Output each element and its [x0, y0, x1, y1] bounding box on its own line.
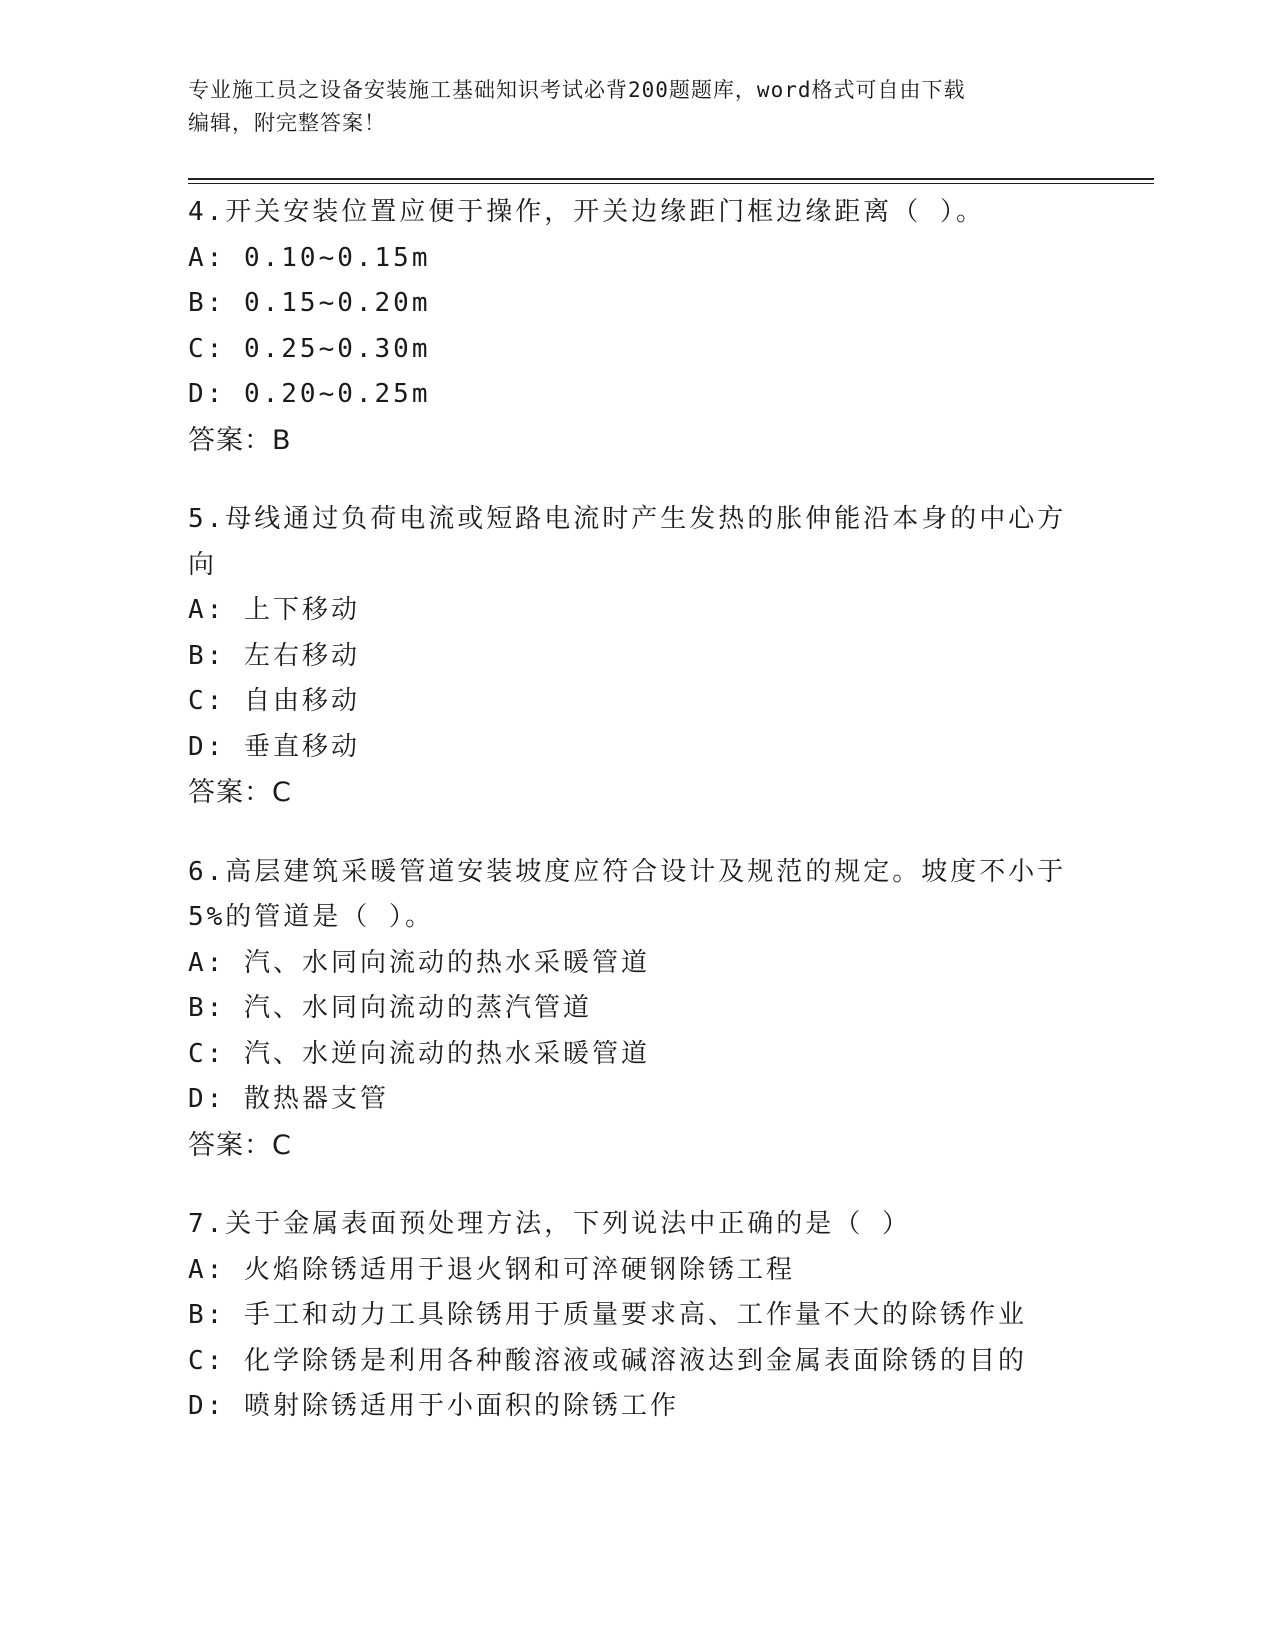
option-d: D: 喷射除锈适用于小面积的除锈工作 — [188, 1391, 679, 1421]
header-divider-thin — [188, 183, 1154, 184]
answer-line: 答案：C — [188, 777, 292, 808]
answer-line: 答案：C — [188, 1129, 292, 1161]
option-c: C: 汽、水逆向流动的热水采暖管道 — [188, 1038, 650, 1069]
answer-line: 答案：B — [188, 424, 292, 456]
option-d: D: 散热器支管 — [188, 1084, 389, 1114]
question-text: 6.高层建筑采暖管道安装坡度应符合设计及规范的规定。坡度不小于 — [188, 856, 1067, 887]
option-b: B: 0.15~0.20m — [188, 288, 431, 318]
header-divider-thick — [188, 178, 1154, 180]
question-text: 4.开关安装位置应便于操作，开关边缘距门框边缘距离（ ）。 — [188, 197, 985, 227]
question-4 — [188, 190, 1088, 463]
question-5 — [188, 497, 1088, 816]
question-text: 7.关于金属表面预处理方法，下列说法中正确的是（ ） — [188, 1209, 911, 1239]
option-b: B: 手工和动力工具除锈用于质量要求高、工作量不大的除锈作业 — [188, 1300, 1027, 1330]
question-7 — [188, 1202, 1088, 1430]
question-text: 5.母线通过负荷电流或短路电流时产生发热的胀伸能沿本身的中心方 — [188, 504, 1067, 534]
option-b: B: 汽、水同向流动的蒸汽管道 — [188, 993, 592, 1023]
option-a: A: 上下移动 — [188, 595, 360, 625]
option-c: C: 自由移动 — [188, 686, 360, 716]
option-d: D: 0.20~0.25m — [188, 379, 431, 409]
question-6 — [188, 850, 1088, 1169]
option-d: D: 垂直移动 — [188, 731, 360, 762]
question-text-continued: 5%的管道是（ ）。 — [188, 902, 434, 932]
option-a: A: 汽、水同向流动的热水采暖管道 — [188, 947, 650, 978]
question-text-continued: 向 — [188, 549, 218, 580]
option-c: C: 化学除锈是利用各种酸溶液或碱溶液达到金属表面除锈的目的 — [188, 1345, 1027, 1376]
document-header — [188, 74, 1088, 140]
option-c: C: 0.25~0.30m — [188, 333, 431, 364]
option-a: A: 火焰除锈适用于退火钢和可淬硬钢除锈工程 — [188, 1254, 795, 1285]
question-list — [188, 190, 1088, 1464]
header-line-2: 编辑，附完整答案！ — [188, 111, 386, 135]
option-b: B: 左右移动 — [188, 640, 360, 671]
option-a: A: 0.10~0.15m — [188, 242, 431, 273]
header-line-1: 专业施工员之设备安装施工基础知识考试必背200题题库，word格式可自由下载 — [188, 78, 966, 102]
